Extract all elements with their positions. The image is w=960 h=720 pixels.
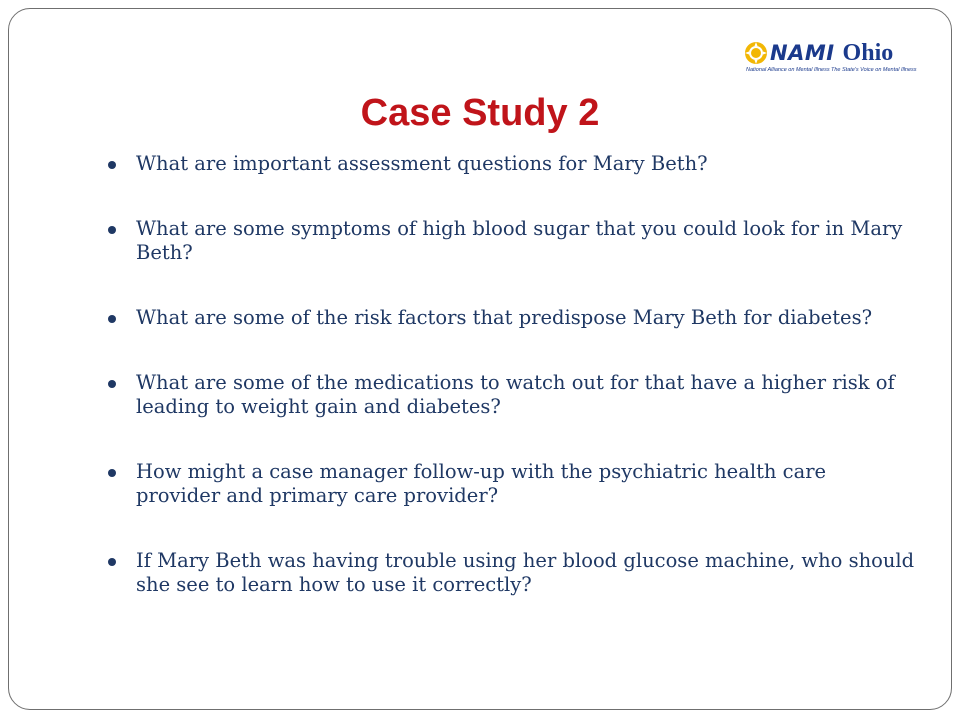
bullet-dot-icon xyxy=(108,558,116,566)
bullet-item xyxy=(106,152,916,176)
bullet-text: How might a case manager follow-up with the psychiatric health care provider and primary care provider? xyxy=(136,460,827,507)
logo-tagline-right: The State's Voice on Mental Illness xyxy=(831,67,917,73)
bullet-list xyxy=(106,152,916,638)
bullet-item xyxy=(106,371,916,419)
bullet-text: What are some of the medications to watch out for that have a higher risk of leading to weight gain and diabetes? xyxy=(136,371,895,418)
logo-state-text: Ohio xyxy=(842,40,894,66)
bullet-text: What are some symptoms of high blood sugar that you could look for in Mary Beth? xyxy=(136,217,903,264)
bullet-item xyxy=(106,306,916,330)
bullet-dot-icon xyxy=(108,161,116,169)
bullet-dot-icon xyxy=(108,380,116,388)
bullet-dot-icon xyxy=(108,315,116,323)
bullet-item xyxy=(106,217,916,265)
bullet-text: What are important assessment questions for Mary Beth? xyxy=(136,152,708,175)
bullet-dot-icon xyxy=(108,226,116,234)
logo-tagline-left: National Alliance on Mental Illness xyxy=(746,67,830,73)
bullet-item xyxy=(106,549,916,597)
bullet-item xyxy=(106,460,916,508)
logo-row xyxy=(744,40,893,66)
nami-ohio-logo xyxy=(744,40,917,76)
nami-sun-icon xyxy=(744,41,768,65)
slide-title: Case Study 2 xyxy=(360,92,600,134)
bullet-text: What are some of the risk factors that predispose Mary Beth for diabetes? xyxy=(136,306,873,329)
logo-brand-text: NAMI xyxy=(770,41,835,65)
bullet-dot-icon xyxy=(108,469,116,477)
bullet-text: If Mary Beth was having trouble using her blood glucose machine, who should she see to learn how to use it correctly? xyxy=(136,549,915,596)
